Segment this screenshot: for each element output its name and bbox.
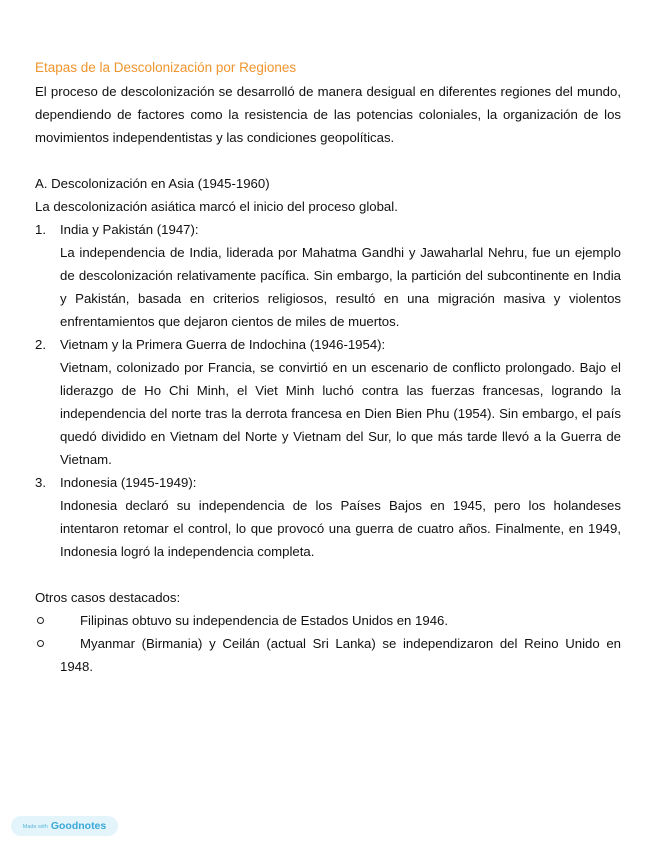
spacer xyxy=(35,149,621,172)
list-item-india xyxy=(35,218,621,333)
document-content xyxy=(35,58,621,678)
bullet-text: Myanmar (Birmania) y Ceilán (actual Sri Lanka) se independizaron del Reino Unido en 1948. xyxy=(60,636,621,674)
bullet-circle-icon xyxy=(37,617,44,624)
list-item-text: Vietnam, colonizado por Francia, se convirtió en un escenario de conflicto prolongado. Bajo el liderazgo de Ho Chi Minh, el Viet Minh luchó contra las fuerzas francesas, logrando la independencia del norte tras la derrota francesa en Dien Bien Phu (1954). Sin embargo, el país quedó dividido en Vietnam del Norte y Vietnam del Sur, lo que más tarde llevó a la Guerra de Vietnam. xyxy=(60,360,621,467)
list-number: 3. xyxy=(35,475,46,490)
bullet-item-filipinas xyxy=(35,609,621,632)
badge-prefix: Made with xyxy=(22,824,48,830)
section-a-heading: A. Descolonización en Asia (1945-1960) xyxy=(35,176,270,191)
others-heading: Otros casos destacados: xyxy=(35,590,181,605)
list-item-indonesia xyxy=(35,471,621,563)
list-item-vietnam xyxy=(35,333,621,471)
bullet-text: Filipinas obtuvo su independencia de Estados Unidos en 1946. xyxy=(80,613,449,628)
bullet-item-myanmar xyxy=(35,632,621,678)
list-item-heading: Vietnam y la Primera Guerra de Indochina (1946-1954): xyxy=(60,337,386,352)
section-a-lead: La descolonización asiática marcó el inicio del proceso global. xyxy=(35,199,398,214)
bullet-circle-icon xyxy=(37,640,44,647)
made-with-goodnotes-badge[interactable] xyxy=(11,816,118,836)
list-item-heading: India y Pakistán (1947): xyxy=(60,222,199,237)
goodnotes-logo: Goodnotes xyxy=(50,820,107,832)
list-number: 1. xyxy=(35,222,46,237)
list-item-text: La independencia de India, liderada por Mahatma Gandhi y Jawaharlal Nehru, fue un ejemplo de descolonización relativamente pacífica. Sin embargo, la partición del subcontinente en India y Pakistán, basada en criterios religiosos, resultó en una migración masiva y violentos enfrentamientos que dejaron cientos de miles de muertos. xyxy=(60,245,621,329)
list-item-text: Indonesia declaró su independencia de los Países Bajos en 1945, pero los holandeses intentaron retomar el control, lo que provocó una guerra de cuatro años. Finalmente, en 1949, Indonesia logró la independencia completa. xyxy=(60,498,621,559)
list-number: 2. xyxy=(35,337,46,352)
list-item-heading: Indonesia (1945-1949): xyxy=(60,475,197,490)
spacer xyxy=(35,563,621,586)
intro-paragraph: El proceso de descolonización se desarrolló de manera desigual en diferentes regiones del mundo, dependiendo de factores como la resistencia de las potencias coloniales, la organización de los movimientos independentistas y las condiciones geopolíticas. xyxy=(35,84,621,145)
document-title: Etapas de la Descolonización por Regiones xyxy=(35,60,297,75)
